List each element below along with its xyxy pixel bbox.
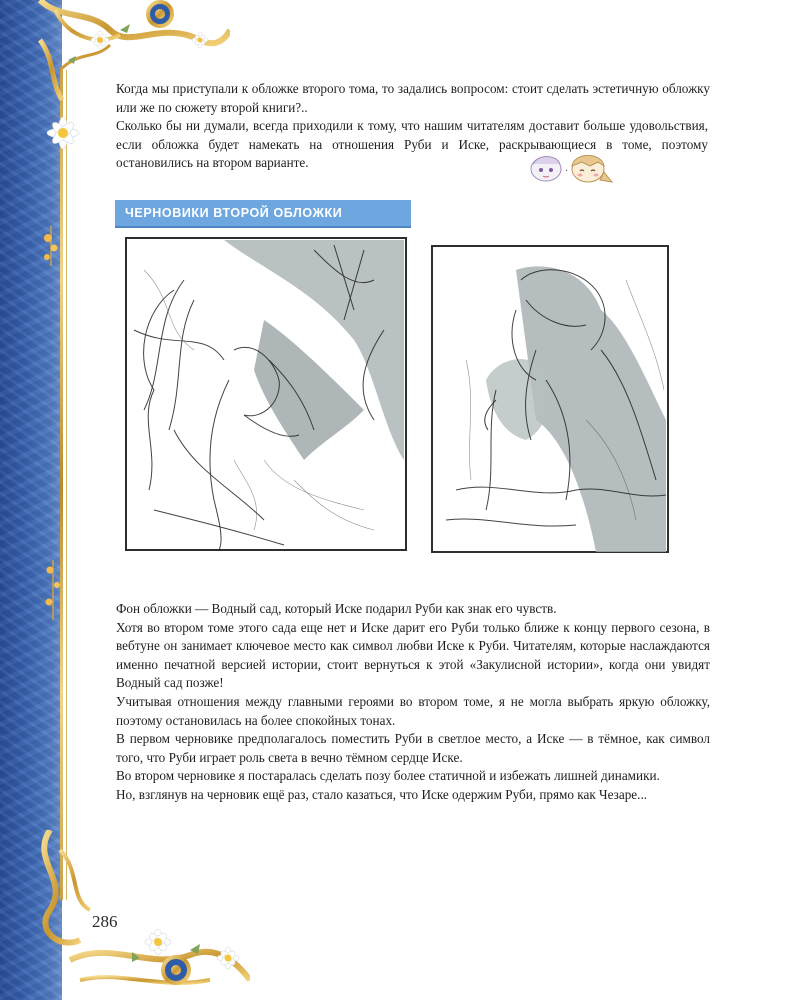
bottom-gold-ornament (0, 830, 250, 1000)
svg-text:·: · (565, 166, 569, 177)
intro-paragraph: Когда мы приступали к обложке второго тома, то задались вопросом: стоит сделать эстетичную обложку или же по сюжету второй книги?.. (116, 81, 710, 115)
body-paragraph: В первом черновике предполагалось поместить Руби в светлое место, а Иске — в тёмное, как символ того, что Руби играет роль света в вечно тёмном сердце Иске. (116, 731, 710, 765)
section-title: ЧЕРНОВИКИ ВТОРОЙ ОБЛОЖКИ (125, 206, 343, 220)
gold-border-rule-thin (66, 70, 67, 900)
chibi-characters-illustration (528, 152, 614, 184)
body-text (116, 600, 710, 805)
chibi-ruby (531, 157, 561, 182)
section-title-banner (115, 200, 411, 228)
gold-border-rule (60, 70, 63, 900)
small-flower-sprig (36, 226, 66, 266)
body-paragraph: Но, взглянув на черновик ещё раз, стало казаться, что Иске одержим Руби, прямо как Чезаре... (116, 786, 648, 802)
cover-draft-sketch-1 (114, 230, 410, 560)
intro-text (116, 80, 710, 173)
body-paragraph: Фон обложки — Водный сад, который Иске подарил Руби как знак его чувств. (116, 601, 557, 616)
chibi-iske (572, 156, 612, 183)
body-paragraph: Учитывая отношения между главными героями во втором томе, я не могла выбрать яркую обложку, поэтому остановилась на более спокойных тонах. (116, 693, 710, 728)
small-flower-sprig-lower (38, 560, 68, 620)
body-paragraph: Хотя во втором томе этого сада еще нет и Иске дарит его Руби только ближе к концу первого сезона, в вебтуне он занимает ключевое место как символ любви Иске к Руби. Читателям, которые наслаждаются именно печатной версией истории, стоит вернуться к этой «Закулисной истории», когда они увидят Водный сад позже! (116, 619, 710, 691)
daisy-cluster-upper (38, 108, 88, 158)
page-number: 286 (92, 912, 118, 931)
intro-paragraph: Сколько бы ни думали, всегда приходили к тому, что нашим читателям доставит больше удовольствия, если обложка будет намекать на отношения Руби и Иске, раскрывающиеся в томе, поэтому остановились на втором варианте. (116, 118, 708, 171)
body-paragraph: Во втором черновике я постаралась сделать позу более статичной и избежать лишней динамики. (116, 768, 660, 784)
cover-draft-sketch-2 (426, 240, 688, 560)
